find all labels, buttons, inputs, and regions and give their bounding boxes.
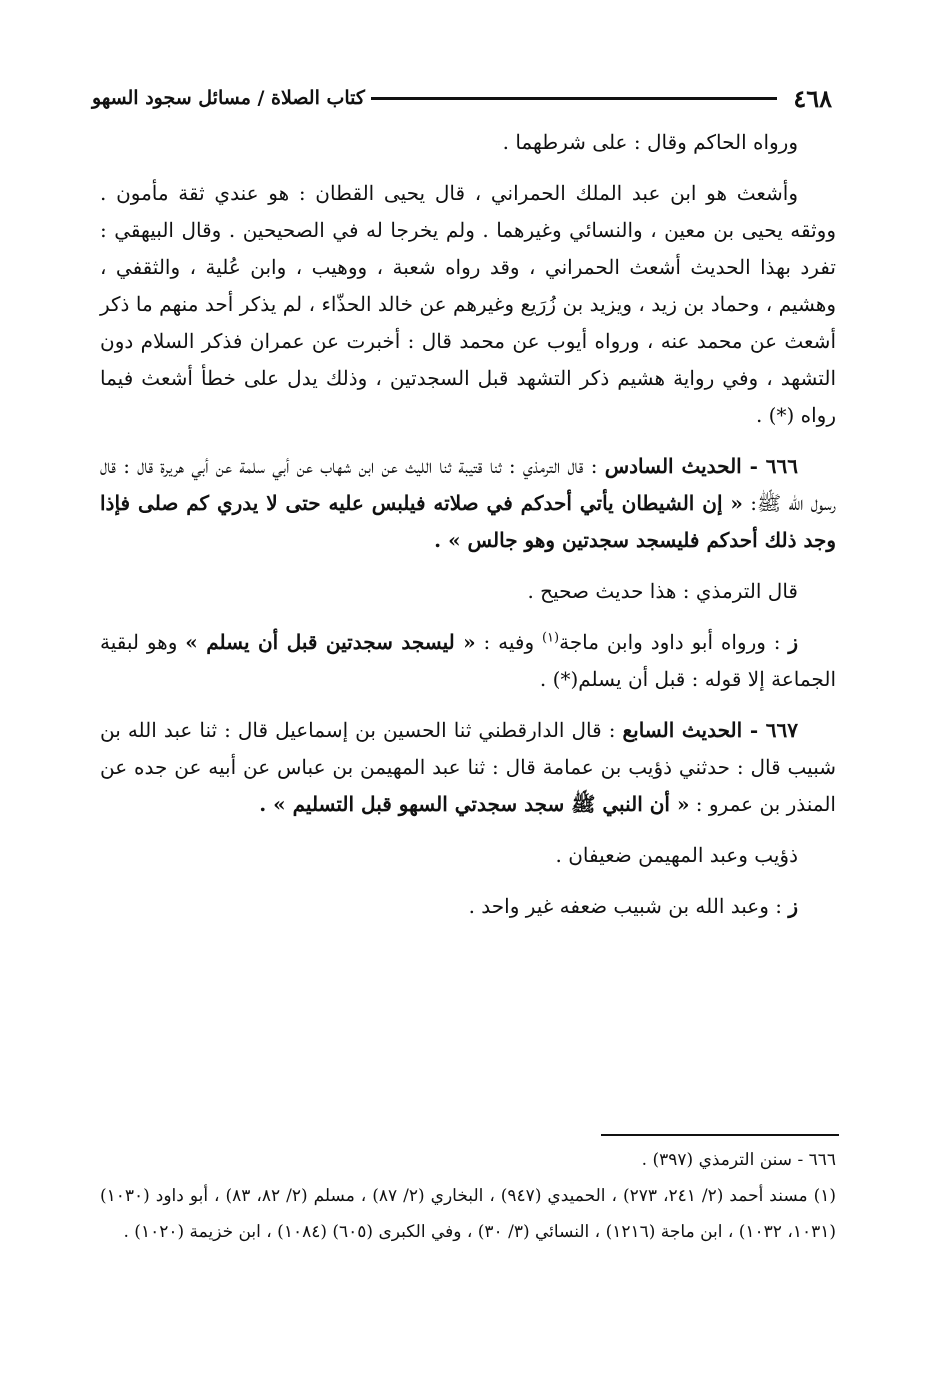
addition-text-a: : ورواه أبو داود وابن ماجة bbox=[559, 630, 789, 654]
header-rule bbox=[371, 97, 777, 100]
addition-mark: ز bbox=[788, 630, 798, 654]
addition-note-1 bbox=[100, 624, 836, 698]
hadith-667-number: ٦٦٧ - الحديث السابع bbox=[622, 718, 798, 742]
addition-note-2 bbox=[100, 888, 836, 925]
running-title: كتاب الصلاة / مسائل سجود السهو bbox=[92, 87, 365, 109]
hadith-667-matn: « أن النبي ﷺ سجد سجدتي السهو قبل التسليم » . bbox=[259, 792, 690, 816]
hadith-666-isnad: : قال الترمذي : ثنا قتيبة ثنا الليث عن ابن شهاب عن أبي سلمة عن أبي هريرة قال : قال رسول الله ﷺ: bbox=[100, 454, 836, 515]
addition-quote: « ليسجد سجدتين قبل أن يسلم » bbox=[185, 630, 476, 654]
page-body bbox=[100, 124, 836, 925]
paragraph-hakim: ورواه الحاكم وقال : على شرطهما . bbox=[502, 130, 798, 154]
footnote-ref-1: (١) bbox=[541, 630, 560, 646]
weak-narrators-note: ذؤيب وعبد المهيمن ضعيفان . bbox=[555, 843, 798, 867]
page-number: ٤٦٨ bbox=[793, 83, 832, 113]
page-header bbox=[92, 78, 832, 118]
addition-text-2: : وعبد الله بن شبيب ضعفه غير واحد . bbox=[468, 894, 789, 918]
tirmidhi-grading: قال الترمذي : هذا حديث صحيح . bbox=[527, 579, 798, 603]
addition-text-c: وهو لبقية الجماعة إلا قوله : قبل أن يسلم(*) . bbox=[100, 630, 836, 691]
paragraph-ashath: وأشعث هو ابن عبد الملك الحمراني ، قال يحيى القطان : هو عندي ثقة مأمون . ووثقه يحيى بن معين ، والنسائي وغيرهما . ولم يخرجا له في الصحيحين . وقال البيهقي : تفرد بهذا الحديث أشعث الحمراني ، وقد رواه شعبة ، ووهيب ، وابن عُلية ، والثقفي ، وهشيم ، وحماد بن زيد ، ويزيد بن زُرَيع وغيرهم عن خالد الحذّاء ، لم يذكر أحد منهم ما ذكر أشعث عن محمد عنه ، ورواه أيوب عن محمد قال : أخبرت عن عمران فذكر السلام دون التشهد ، وفي رواية هشيم ذكر التشهد قبل السجدتين ، وذلك يدل على خطأ أشعث فيما رواه (*) . bbox=[100, 181, 836, 427]
footnotes bbox=[100, 1142, 836, 1250]
hadith-666-number: ٦٦٦ - الحديث السادس bbox=[604, 454, 799, 478]
addition-mark-2: ز bbox=[788, 894, 798, 918]
footnote-rule bbox=[601, 1134, 839, 1136]
hadith-666 bbox=[100, 448, 836, 559]
hadith-666-matn: « إن الشيطان يأتي أحدكم في صلاته فيلبس عليه حتى لا يدري كم صلى فإذا وجد ذلك أحدكم فليسجد سجدتين وهو جالس » . bbox=[100, 491, 836, 552]
addition-text-b: وفيه : bbox=[475, 630, 542, 654]
footnote-666: ٦٦٦ - سنن الترمذي (٣٩٧) . bbox=[641, 1150, 836, 1170]
hadith-667 bbox=[100, 712, 836, 823]
footnote-1: (١) مسند أحمد (٢/ ٢٤١، ٢٧٣) ، الحميدي (٩٤٧) ، البخاري (٢/ ٨٧) ، مسلم (٢/ ٨٢، ٨٣) ، أبو داود (١٠٣٠) (١٠٣١، ١٠٣٢) ، ابن ماجة (١٢١٦) ، النسائي (٣/ ٣٠) ، وفي الكبرى (٦٠٥) (١٠٨٤) ، ابن خزيمة (١٠٢٠) . bbox=[100, 1186, 837, 1242]
hadith-667-isnad: : قال الدارقطني ثنا الحسين بن إسماعيل قال : ثنا عبد الله بن شبيب قال : حدثني ذؤيب بن عمامة قال : ثنا عبد المهيمن بن عباس عن أبيه عن جده عن المنذر بن عمرو : bbox=[100, 718, 836, 816]
